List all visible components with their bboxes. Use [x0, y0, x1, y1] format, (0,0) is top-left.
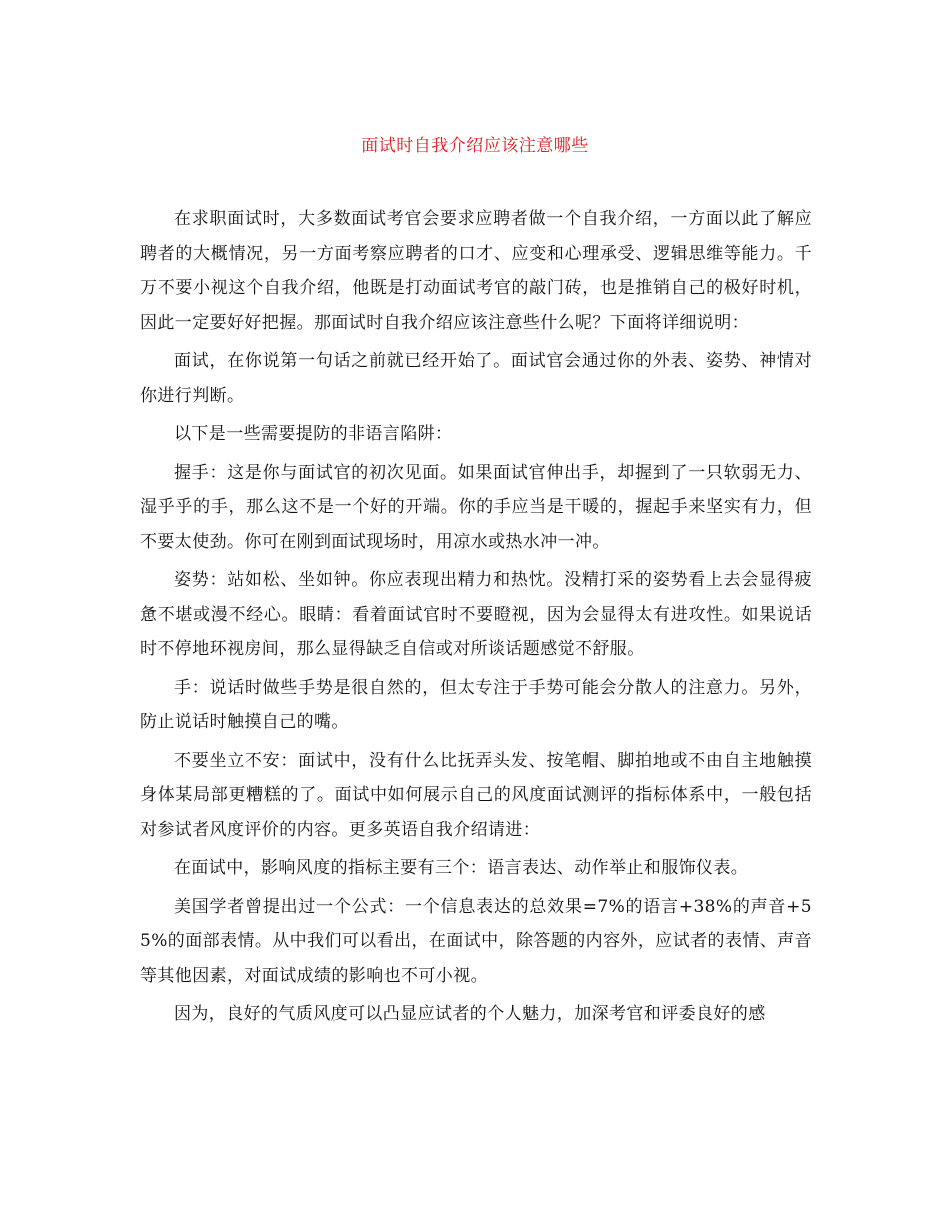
document-title: 面试时自我介绍应该注意哪些: [361, 136, 589, 156]
paragraph: 握手：这是你与面试官的初次见面。如果面试官伸出手，却握到了一只软弱无力、湿乎乎的手，那么这不是一个好的开端。你的手应当是干暖的，握起手来坚实有力，但不要太使劲。你可在刚到面试现场时，用凉水或热水冲一冲。: [140, 462, 812, 552]
paragraph: 在面试中，影响风度的指标主要有三个：语言表达、动作举止和服饰仪表。: [174, 858, 749, 878]
paragraph: 不要坐立不安：面试中，没有什么比抚弄头发、按笔帽、脚拍地或不由自主地触摸身体某局部更糟糕的了。面试中如何展示自己的风度面试测评的指标体系中，一般包括对参试者风度评价的内容。更多英语自我介绍请进：: [140, 750, 812, 840]
paragraph: 在求职面试时，大多数面试考官会要求应聘者做一个自我介绍，一方面以此了解应聘者的大概情况，另一方面考察应聘者的口才、应变和心理承受、逻辑思维等能力。千万不要小视这个自我介绍，他既是打动面试考官的敲门砖，也是推销自己的极好时机，因此一定要好好把握。那面试时自我介绍应该注意些什么呢？下面将详细说明：: [140, 209, 812, 333]
paragraph: 手：说话时做些手势是很自然的，但太专注于手势可能会分散人的注意力。另外，防止说话时触摸自己的嘴。: [140, 677, 812, 732]
document-body: [140, 202, 812, 1036]
paragraph: 姿势：站如松、坐如钟。你应表现出精力和热忱。没精打采的姿势看上去会显得疲惫不堪或漫不经心。眼睛：看着面试官时不要瞪视，因为会显得太有进攻性。如果说话时不停地环视房间，那么显得缺乏自信或对所谈话题感觉不舒服。: [140, 570, 812, 659]
paragraph: 面试，在你说第一句话之前就已经开始了。面试官会通过你的外表、姿势、神情对你进行判断。: [140, 351, 812, 406]
paragraph: 以下是一些需要提防的非语言陷阱：: [174, 424, 453, 444]
paragraph: 美国学者曾提出过一个公式：一个信息表达的总效果=7%的语言+38%的声音+55%的面部表情。从中我们可以看出，在面试中，除答题的内容外，应试者的表情、声音等其他因素，对面试成绩的影响也不可小视。: [140, 896, 812, 986]
paragraph: 因为，良好的气质风度可以凸显应试者的个人魅力，加深考官和评委良好的感: [174, 1004, 766, 1024]
